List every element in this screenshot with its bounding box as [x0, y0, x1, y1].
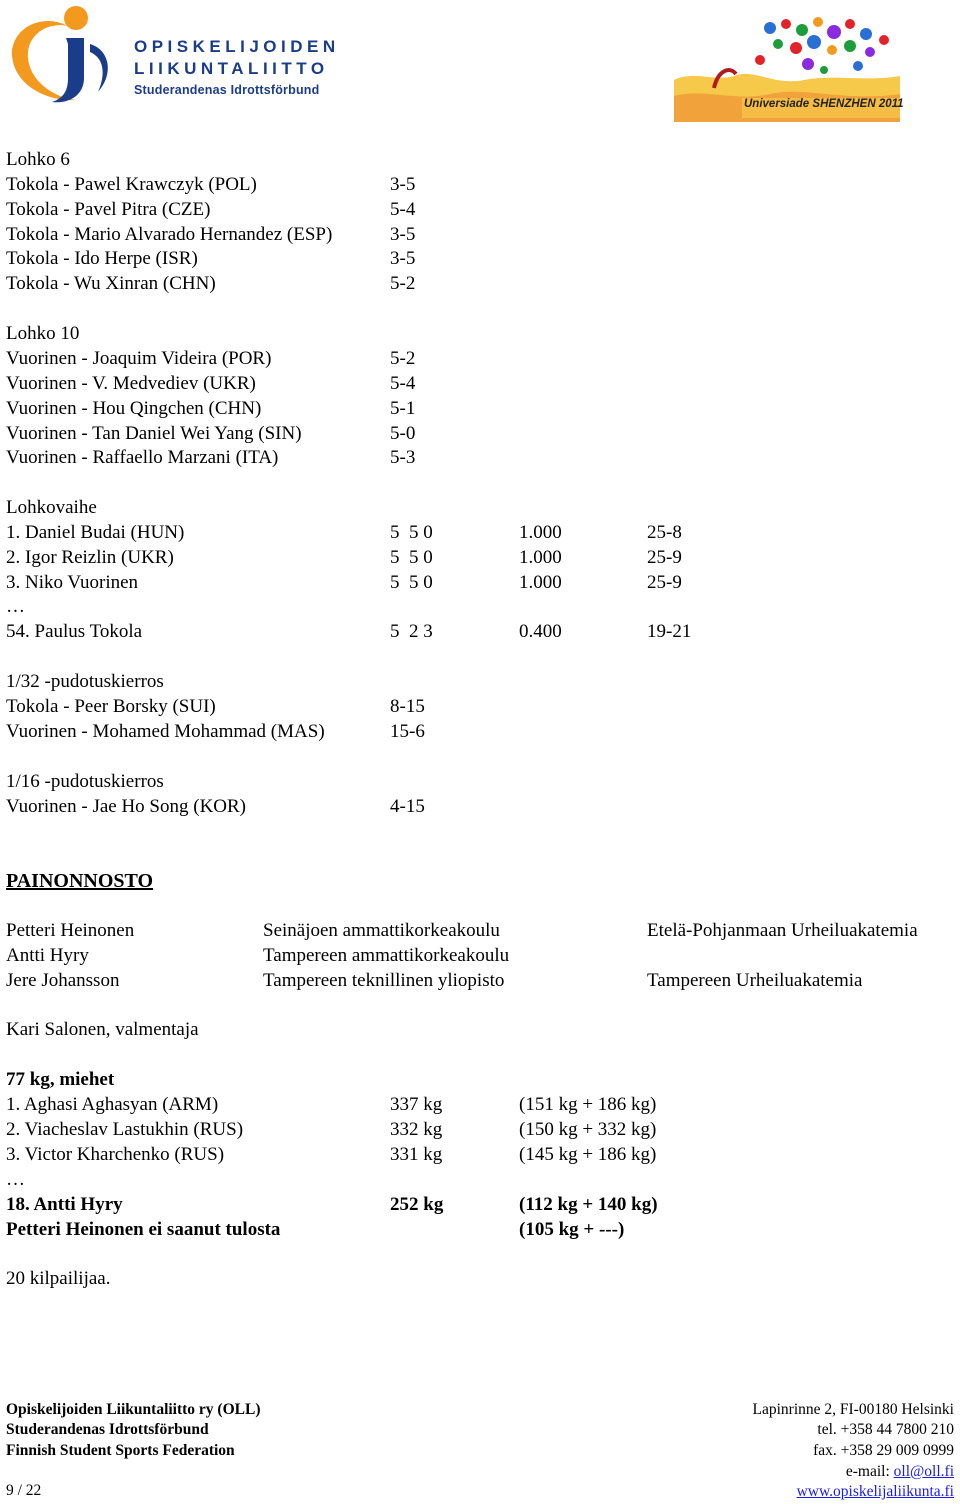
match-score: 5-0: [390, 423, 416, 444]
athlete-name: Jere Johansson: [6, 970, 120, 991]
match-name: Vuorinen - Mohamed Mohammad (MAS): [6, 721, 325, 742]
ellipsis: …: [6, 1169, 25, 1190]
result-name: Petteri Heinonen ei saanut tulosta: [6, 1219, 281, 1240]
match-name: Vuorinen - Hou Qingchen (CHN): [6, 398, 262, 419]
result-name: 18. Antti Hyry: [6, 1194, 123, 1215]
result-detail: (145 kg + 186 kg): [519, 1144, 657, 1165]
oll-logo: [6, 4, 340, 108]
lohko6-title: Lohko 6: [6, 149, 70, 170]
universiade-logo: [674, 10, 904, 124]
lohko10-title: Lohko 10: [6, 323, 80, 344]
standing-touches: 25-9: [647, 572, 682, 593]
result-name: 3. Victor Kharchenko (RUS): [6, 1144, 225, 1165]
footer-org-sv: Studerandenas Idrottsförbund: [6, 1421, 209, 1438]
round16-title: 1/16 -pudotuskierros: [6, 771, 164, 792]
ellipsis: …: [6, 596, 25, 617]
match-name: Tokola - Pawel Krawczyk (POL): [6, 174, 257, 195]
logo-line-2: LIIKUNTALIITTO: [134, 59, 329, 78]
weight-category: 77 kg, miehet: [6, 1069, 115, 1090]
match-score: 3-5: [390, 248, 416, 269]
match-name: Vuorinen - Joaquim Videira (POR): [6, 348, 272, 369]
match-name: Tokola - Mario Alvarado Hernandez (ESP): [6, 224, 333, 245]
result-total: 331 kg: [390, 1144, 443, 1165]
standing-ratio: 0.400: [519, 621, 562, 642]
result-total: 332 kg: [390, 1119, 443, 1140]
footer-web-link[interactable]: www.opiskelijaliikunta.fi: [796, 1483, 954, 1500]
match-score: 15-6: [390, 721, 425, 742]
result-total: 337 kg: [390, 1094, 443, 1115]
athlete-school: Tampereen ammattikorkeakoulu: [263, 945, 510, 966]
athlete-name: Antti Hyry: [6, 945, 89, 966]
standing-name: 3. Niko Vuorinen: [6, 572, 139, 593]
match-score: 5-4: [390, 373, 416, 394]
participant-count: 20 kilpailijaa.: [6, 1268, 111, 1289]
footer-web: [797, 1482, 954, 1502]
standing-touches: 19-21: [647, 621, 692, 642]
footer-org-en: Finnish Student Sports Federation: [6, 1442, 235, 1459]
standing-record: 5 2 3: [390, 621, 433, 642]
match-score: 5-3: [390, 447, 416, 468]
universiade-logo-text: Universiade SHENZHEN 2011: [744, 98, 904, 110]
match-name: Tokola - Ido Herpe (ISR): [6, 248, 198, 269]
footer-email: [846, 1462, 954, 1482]
coach: Kari Salonen, valmentaja: [6, 1019, 199, 1040]
standing-name: 54. Paulus Tokola: [6, 621, 143, 642]
standing-name: 2. Igor Reizlin (UKR): [6, 547, 174, 568]
match-score: 5-4: [390, 199, 416, 220]
match-name: Vuorinen - Raffaello Marzani (ITA): [6, 447, 279, 468]
athlete-school: Seinäjoen ammattikorkeakoulu: [263, 920, 500, 941]
round32-title: 1/32 -pudotuskierros: [6, 671, 164, 692]
match-name: Tokola - Peer Borsky (SUI): [6, 696, 216, 717]
standing-ratio: 1.000: [519, 522, 562, 543]
standing-record: 5 5 0: [390, 547, 433, 568]
footer-fax: fax. +358 29 009 0999: [813, 1442, 954, 1459]
match-name: Tokola - Wu Xinran (CHN): [6, 273, 216, 294]
standing-name: 1. Daniel Budai (HUN): [6, 522, 185, 543]
match-name: Vuorinen - Jae Ho Song (KOR): [6, 796, 247, 817]
match-score: 5-2: [390, 273, 416, 294]
athlete-school: Tampereen teknillinen yliopisto: [263, 970, 505, 991]
section-heading: PAINONNOSTO: [6, 870, 154, 892]
match-score: 5-1: [390, 398, 416, 419]
match-score: 8-15: [390, 696, 425, 717]
oll-logo-mark: [6, 4, 131, 108]
logo-line-3: Studerandenas Idrottsförbund: [134, 83, 320, 97]
athlete-name: Petteri Heinonen: [6, 920, 135, 941]
logo-line-1: OPISKELIJOIDEN: [134, 37, 340, 56]
footer-email-label: e-mail:: [845, 1463, 894, 1480]
match-name: Vuorinen - Tan Daniel Wei Yang (SIN): [6, 423, 302, 444]
standing-record: 5 5 0: [390, 572, 433, 593]
result-detail: (151 kg + 186 kg): [519, 1094, 657, 1115]
result-detail: (150 kg + 332 kg): [519, 1119, 657, 1140]
standing-touches: 25-8: [647, 522, 682, 543]
standing-ratio: 1.000: [519, 547, 562, 568]
match-name: Vuorinen - V. Medvediev (UKR): [6, 373, 256, 394]
footer-email-link[interactable]: oll@oll.fi: [893, 1463, 954, 1480]
match-score: 4-15: [390, 796, 425, 817]
athlete-academy: Etelä-Pohjanmaan Urheiluakatemia: [647, 920, 918, 941]
result-name: 2. Viacheslav Lastukhin (RUS): [6, 1119, 244, 1140]
athlete-academy: Tampereen Urheiluakatemia: [647, 970, 863, 991]
match-score: 3-5: [390, 174, 416, 195]
standing-record: 5 5 0: [390, 522, 433, 543]
footer-tel: tel. +358 44 7800 210: [817, 1421, 954, 1438]
lohkovaihe-title: Lohkovaihe: [6, 497, 97, 518]
footer-address: Lapinrinne 2, FI-00180 Helsinki: [752, 1401, 954, 1418]
standing-touches: 25-9: [647, 547, 682, 568]
match-score: 3-5: [390, 224, 416, 245]
result-name: 1. Aghasi Aghasyan (ARM): [6, 1094, 219, 1115]
match-name: Tokola - Pavel Pitra (CZE): [6, 199, 211, 220]
match-score: 5-2: [390, 348, 416, 369]
page-number: 9 / 22: [6, 1482, 42, 1499]
footer-org-fi: Opiskelijoiden Liikuntaliitto ry (OLL): [6, 1401, 261, 1418]
result-detail: (105 kg + ---): [519, 1219, 625, 1240]
result-detail: (112 kg + 140 kg): [519, 1194, 658, 1215]
result-total: 252 kg: [390, 1194, 444, 1215]
standing-ratio: 1.000: [519, 572, 562, 593]
